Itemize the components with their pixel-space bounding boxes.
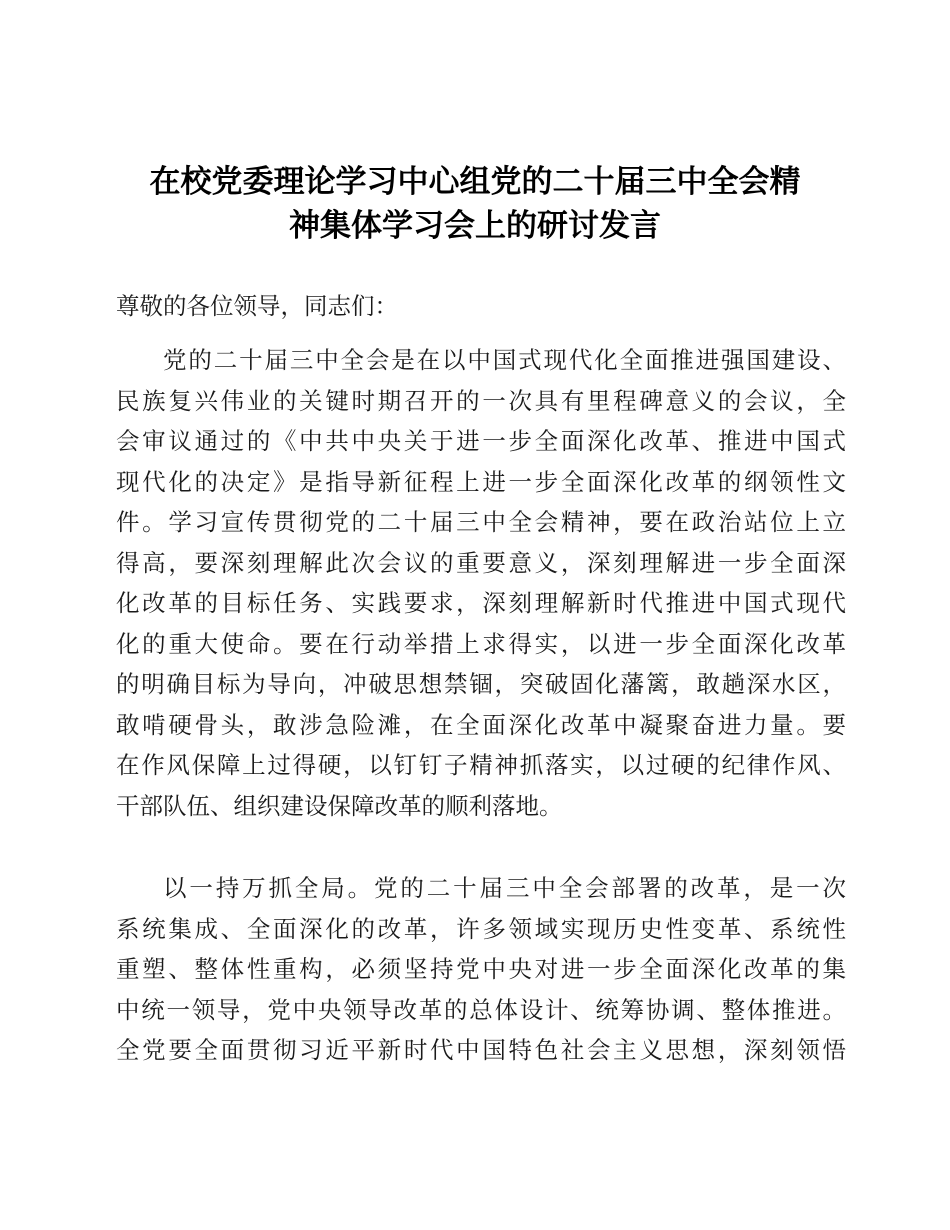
paragraph-line: 以一持万抓全局。党的二十届三中全会部署的改革，是一次: [163, 874, 846, 902]
paragraph-line: 中统一领导，党中央领导改革的总体设计、统筹协调、整体推进。: [116, 995, 846, 1024]
paragraph-line: 化改革的目标任务、实践要求，深刻理解新时代推进中国式现代: [116, 589, 846, 617]
paragraph-line: 的明确目标为导向，冲破思想禁锢，突破固化藩篱，敢趟深水区，: [116, 670, 846, 698]
paragraph-line: 党的二十届三中全会是在以中国式现代化全面推进强国建设、: [163, 346, 846, 374]
paragraph-2: [116, 868, 846, 1071]
paragraph-line: 民族复兴伟业的关键时期召开的一次具有里程碑意义的会议，全: [116, 386, 846, 415]
title-line: 神集体学习会上的研讨发言: [289, 208, 661, 244]
paragraph-line: 得高，要深刻理解此次会议的重要意义，深刻理解进一步全面深: [116, 548, 846, 577]
paragraph-line: 件。学习宣传贯彻党的二十届三中全会精神，要在政治站位上立: [116, 508, 846, 536]
paragraph-1: [116, 340, 846, 826]
paragraph-line: 化的重大使命。要在行动举措上求得实，以进一步全面深化改革: [116, 629, 846, 658]
paragraph-line: 干部队伍、组织建设保障改革的顺利落地。: [116, 791, 563, 820]
document-title: [60, 160, 890, 248]
paragraph-line: 现代化的决定》是指导新征程上进一步全面深化改革的纲领性文: [116, 467, 846, 496]
paragraph-line: 在作风保障上过得硬，以钉钉子精神抓落实，以过硬的纪律作风、: [116, 751, 846, 779]
paragraph-line: 系统集成、全面深化的改革，许多领域实现历史性变革、系统性: [116, 914, 846, 943]
salutation-text: 尊敬的各位领导，同志们：: [116, 292, 398, 320]
paragraph-line: 重塑、整体性重构，必须坚持党中央对进一步全面深化改革的集: [116, 955, 846, 983]
title-line: 在校党委理论学习中心组党的二十届三中全会精: [149, 164, 801, 200]
paragraph-line: 敢啃硬骨头，敢涉急险滩，在全面深化改革中凝聚奋进力量。要: [116, 710, 846, 739]
paragraph-line: 全党要全面贯彻习近平新时代中国特色社会主义思想，深刻领悟: [116, 1036, 846, 1064]
paragraph-line: 会审议通过的《中共中央关于进一步全面深化改革、推进中国式: [116, 427, 846, 455]
salutation: [116, 286, 846, 327]
